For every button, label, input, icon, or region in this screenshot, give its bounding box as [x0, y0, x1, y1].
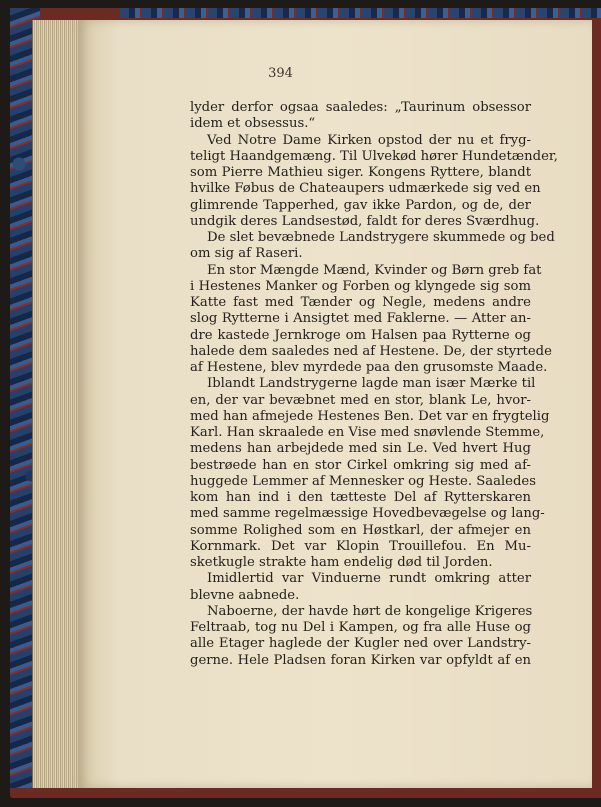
- text-line: med samme regelmæssige Hovedbevægelse og lang-: [190, 506, 545, 522]
- page-edges: [32, 20, 83, 788]
- page-number: 394: [268, 66, 293, 81]
- text-line: teligt Haandgemæng. Til Ulvekød hører Hundetænder,: [190, 148, 558, 164]
- text-line: huggede Lemmer af Mennesker og Heste. Saaledes: [190, 473, 537, 489]
- text-line: som Pierre Mathieu siger. Kongens Ryttere, blandt: [190, 165, 531, 180]
- text-line: undgik deres Landsestød, faldt for deres Sværdhug.: [190, 213, 540, 229]
- text-line: om sig af Raseri.: [190, 246, 303, 262]
- text-line: gerne. Hele Pladsen foran Kirken var opfyldt af en: [190, 652, 531, 668]
- text-line: En stor Mængde Mænd, Kvinder og Børn greb fat: [207, 262, 542, 278]
- text-line: sketkugle strakte ham endelig død til Jorden.: [190, 555, 493, 570]
- text-line: slog Rytterne i Ansigtet med Faklerne. — Atter an-: [190, 311, 531, 327]
- text-line: med han afmejede Hestenes Ben. Det var en frygtelig: [190, 408, 550, 424]
- text-line: af Hestene, blev myrdede paa den grusomste Maade.: [190, 360, 548, 375]
- text-line: alle Etager haglede der Kugler ned over Landstry-: [190, 636, 531, 652]
- text-line: blevne aabnede.: [190, 587, 300, 603]
- text-line: i Hestenes Manker og Forben og klyngede sig som: [190, 278, 531, 294]
- text-line: idem et obsessus.“: [190, 116, 316, 132]
- text-line: Iblandt Landstrygerne lagde man især Mærke til: [207, 376, 536, 392]
- text-line: Naboerne, der havde hørt de kongelige Krigeres: [207, 603, 533, 619]
- text-line: medens han arbejdede med sin Le. Ved hvert Hug: [190, 441, 531, 457]
- text-line: hvilke Føbus de Chateaupers udmærkede sig ved en: [190, 181, 541, 197]
- text-line: Katte fast med Tænder og Negle, medens andre: [190, 295, 531, 310]
- text-line: kom han ind i den tætteste Del af Rytterskaren: [190, 490, 531, 505]
- text-line: glimrende Tapperhed, gav ikke Pardon, og de, der: [190, 197, 531, 213]
- text-line: Imidlertid var Vinduerne rundt omkring atter: [207, 571, 531, 587]
- body-text: [190, 100, 558, 669]
- text-line: bestrøede han en stor Cirkel omkring sig med af-: [190, 457, 531, 473]
- text-line: Feltraab, tog nu Del i Kampen, og fra alle Huse og: [190, 620, 531, 635]
- text-line: Kornmark. Det var Klopin Trouillefou. En Mu-: [190, 538, 531, 554]
- text-line: lyder derfor ogsaa saaledes: „Taurinum obsessor: [190, 100, 531, 115]
- text-line: somme Rolighed som en Høstkarl, der afmejer en: [190, 522, 531, 538]
- text-line: en, der var bevæbnet med en stor, blank Le, hvor-: [190, 392, 531, 408]
- marbled-board-top: [120, 8, 601, 18]
- text-line: Karl. Han skraalede en Vise med snøvlende Stemme,: [190, 425, 545, 440]
- text-line: Ved Notre Dame Kirken opstod der nu et fryg-: [207, 132, 531, 148]
- text-line: De slet bevæbnede Landstrygere skummede og bed: [207, 230, 555, 245]
- text-line: dre kastede Jernkroge om Halsen paa Rytterne og: [190, 327, 531, 343]
- text-line: halede dem saaledes ned af Hestene. De, der styrtede: [190, 343, 552, 359]
